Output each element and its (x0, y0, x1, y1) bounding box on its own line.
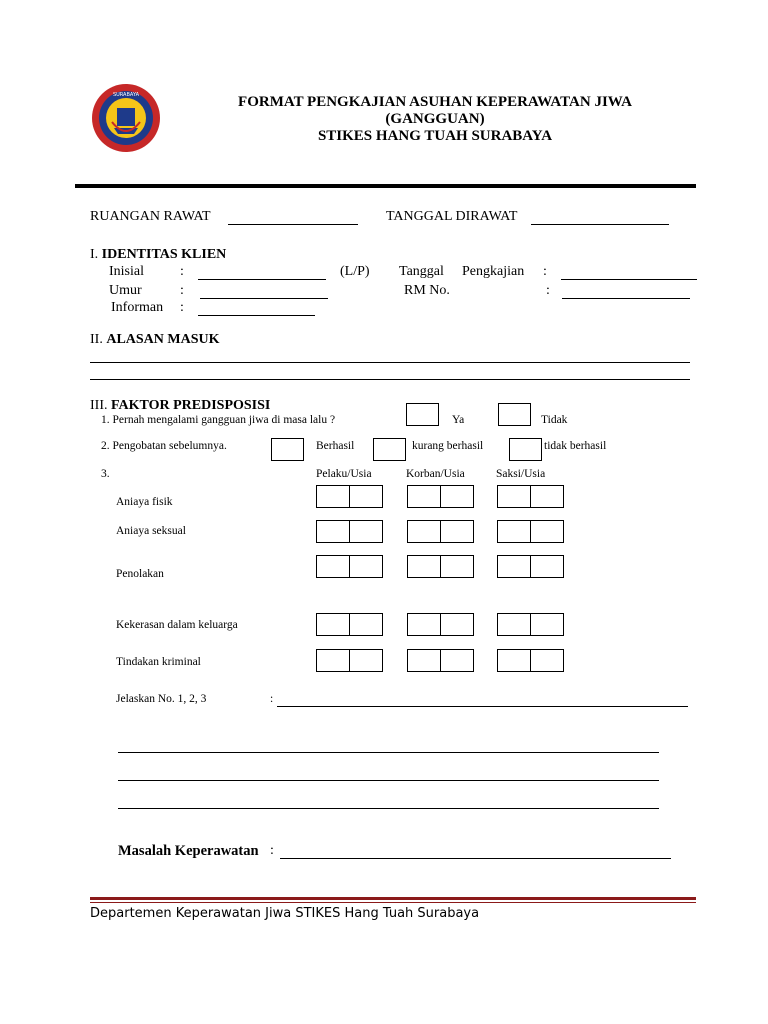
jelaskan-field[interactable] (277, 706, 688, 707)
tidak-label: Tidak (541, 414, 568, 426)
saksi-cell[interactable] (497, 649, 531, 672)
umur-field[interactable] (200, 298, 328, 299)
question-2: 2. Pengobatan sebelumnya. (101, 440, 227, 452)
rm-field[interactable] (562, 298, 690, 299)
inisial-label: Inisial (109, 264, 144, 279)
tidak-checkbox[interactable] (498, 403, 531, 426)
alasan-masuk-line-2[interactable] (90, 379, 690, 380)
rm-colon: : (546, 283, 550, 298)
jelaskan-line-4[interactable] (118, 808, 659, 809)
saksi-usia-cell[interactable] (530, 613, 564, 636)
jelaskan-colon: : (270, 693, 274, 705)
jelaskan-label: Jelaskan No. 1, 2, 3 (116, 693, 207, 705)
pelaku-usia-cell[interactable] (349, 555, 383, 578)
kurang-berhasil-label: kurang berhasil (412, 440, 484, 452)
alasan-masuk-line-1[interactable] (90, 362, 690, 363)
col-pelaku-usia: Pelaku/Usia (316, 468, 372, 480)
inisial-colon: : (180, 264, 184, 279)
pelaku-usia-cell[interactable] (349, 613, 383, 636)
pengkajian-colon: : (543, 264, 547, 279)
rm-label: RM No. (404, 283, 450, 298)
form-title: FORMAT PENGKAJIAN ASUHAN KEPERAWATAN JIWA (238, 94, 632, 110)
jelaskan-line-3[interactable] (118, 780, 659, 781)
section-3-heading (90, 398, 270, 414)
pelaku-cell[interactable] (316, 485, 350, 508)
korban-usia-cell[interactable] (440, 485, 474, 508)
pengkajian-label: Pengkajian (462, 264, 525, 279)
ruangan-rawat-field[interactable] (228, 224, 358, 225)
masalah-keperawatan-label: Masalah Keperawatan (118, 843, 259, 859)
pelaku-usia-cell[interactable] (349, 485, 383, 508)
header-divider (75, 184, 696, 188)
section-1-heading (90, 247, 226, 263)
logo-text: SURABAYA (112, 92, 140, 98)
section-3-title: FAKTOR PREDISPOSISI (111, 398, 271, 413)
informan-colon: : (180, 300, 184, 315)
tidak-berhasil-label: tidak berhasil (544, 440, 607, 452)
tidak-berhasil-checkbox[interactable] (509, 438, 542, 461)
row-label-kekerasan-dalam-keluarga: Kekerasan dalam keluarga (116, 619, 238, 631)
section-2-title: ALASAN MASUK (106, 332, 220, 347)
saksi-cell[interactable] (497, 520, 531, 543)
section-3-number: III. (90, 398, 108, 413)
saksi-cell[interactable] (497, 555, 531, 578)
pelaku-cell[interactable] (316, 649, 350, 672)
korban-usia-cell[interactable] (440, 555, 474, 578)
row-label-penolakan: Penolakan (116, 568, 164, 580)
umur-colon: : (180, 283, 184, 298)
saksi-usia-cell[interactable] (530, 555, 564, 578)
inisial-field[interactable] (198, 279, 326, 280)
ya-checkbox[interactable] (406, 403, 439, 426)
ruangan-rawat-label: RUANGAN RAWAT (90, 209, 211, 224)
gender-label: (L/P) (340, 264, 370, 279)
pelaku-cell[interactable] (316, 555, 350, 578)
masalah-keperawatan-field[interactable] (280, 858, 671, 859)
question-1: 1. Pernah mengalami gangguan jiwa di masa lalu ? (101, 414, 336, 426)
tanggal-dirawat-field[interactable] (531, 224, 669, 225)
col-korban-usia: Korban/Usia (406, 468, 465, 480)
row-label-aniaya-seksual: Aniaya seksual (116, 525, 186, 537)
footer-divider-thin (90, 902, 696, 903)
saksi-cell[interactable] (497, 485, 531, 508)
korban-usia-cell[interactable] (440, 520, 474, 543)
informan-field[interactable] (198, 315, 315, 316)
pelaku-usia-cell[interactable] (349, 520, 383, 543)
row-label-aniaya-fisik: Aniaya fisik (116, 496, 173, 508)
section-1-number: I. (90, 247, 99, 262)
row-label-tindakan-kriminal: Tindakan kriminal (116, 656, 201, 668)
section-2-heading (90, 332, 220, 348)
informan-label: Informan (111, 300, 164, 315)
saksi-usia-cell[interactable] (530, 649, 564, 672)
korban-cell[interactable] (407, 520, 441, 543)
question-3: 3. (101, 468, 110, 480)
korban-usia-cell[interactable] (440, 649, 474, 672)
col-saksi-usia: Saksi/Usia (496, 468, 546, 480)
footer-text: Departemen Keperawatan Jiwa STIKES Hang Tuah Surabaya (90, 906, 480, 921)
korban-cell[interactable] (407, 649, 441, 672)
umur-label: Umur (109, 283, 142, 298)
korban-cell[interactable] (407, 613, 441, 636)
institution-title: STIKES HANG TUAH SURABAYA (317, 128, 553, 144)
saksi-usia-cell[interactable] (530, 520, 564, 543)
ya-label: Ya (452, 414, 465, 426)
pelaku-usia-cell[interactable] (349, 649, 383, 672)
tanggal-dirawat-label: TANGGAL DIRAWAT (386, 209, 518, 224)
masalah-colon: : (270, 843, 274, 858)
berhasil-checkbox[interactable] (271, 438, 304, 461)
stikes-hang-tuah-seal-icon (90, 82, 162, 154)
korban-cell[interactable] (407, 555, 441, 578)
pelaku-cell[interactable] (316, 613, 350, 636)
jelaskan-line-2[interactable] (118, 752, 659, 753)
tanggal-pengkajian-field[interactable] (561, 279, 697, 280)
kurang-berhasil-checkbox[interactable] (373, 438, 406, 461)
saksi-usia-cell[interactable] (530, 485, 564, 508)
saksi-cell[interactable] (497, 613, 531, 636)
korban-cell[interactable] (407, 485, 441, 508)
tanggal-label: Tanggal (399, 264, 444, 279)
form-subtitle: (GANGGUAN) (385, 111, 485, 127)
section-1-title: IDENTITAS KLIEN (101, 247, 227, 262)
pelaku-cell[interactable] (316, 520, 350, 543)
korban-usia-cell[interactable] (440, 613, 474, 636)
section-2-number: II. (90, 332, 103, 347)
footer-divider (90, 897, 696, 900)
berhasil-label: Berhasil (316, 440, 355, 452)
